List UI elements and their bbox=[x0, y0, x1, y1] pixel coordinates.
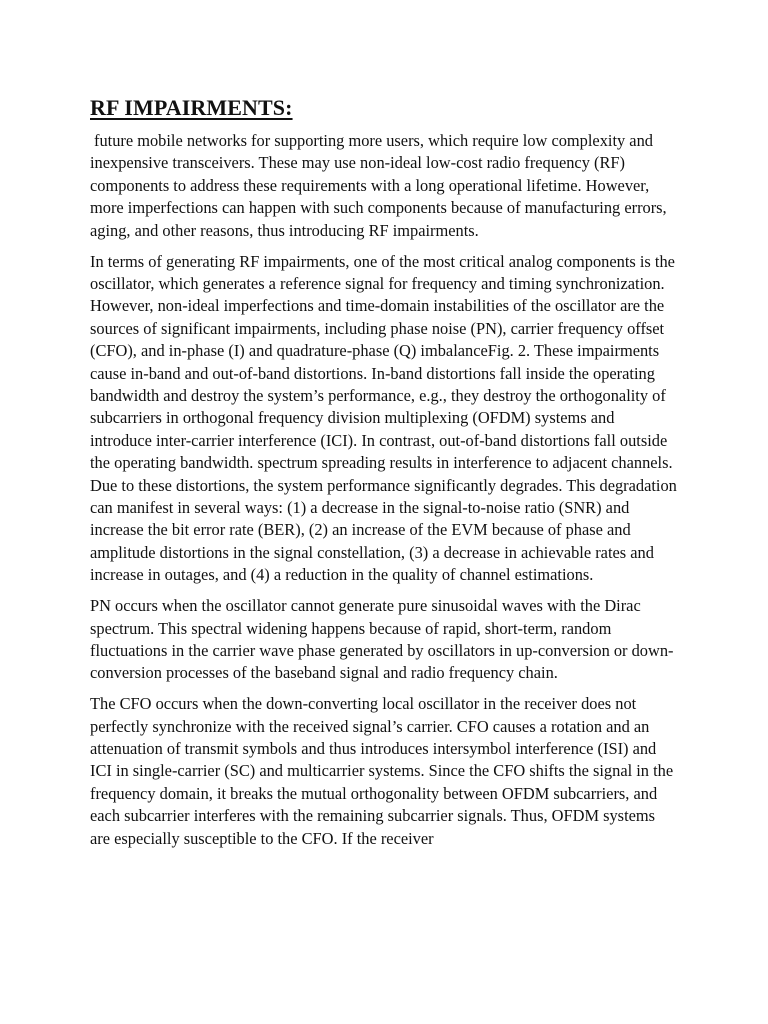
paragraph-cfo: The CFO occurs when the down-converting local oscillator in the receiver does not perfectly synchronize with the received signal’s carrier. CFO causes a rotation and an attenuation of transmit symbols and thus introduces intersymbol interference (ISI) and ICI in single-carrier (SC) and multicarrier systems. Since the CFO shifts the signal in the frequency domain, it breaks the mutual orthogonality between OFDM subcarriers, and each subcarrier interferes with the remaining subcarrier signals. Thus, OFDM systems are especially susceptible to the CFO. If the receiver bbox=[90, 694, 674, 848]
paragraph-intro: future mobile networks for supporting more users, which require low complexity and inexpensive transceivers. These may use non-ideal low-cost radio frequency (RF) components to address these requirements with a long operational lifetime. However, more imperfections can happen with such components because of manufacturing errors, aging, and other reasons, thus introducing RF impairments. bbox=[90, 131, 667, 240]
document-body bbox=[90, 94, 678, 859]
page-title: RF IMPAIRMENTS: bbox=[90, 95, 293, 120]
paragraph-phase-noise: PN occurs when the oscillator cannot generate pure sinusoidal waves with the Dirac spectrum. This spectral widening happens because of rapid, short-term, random fluctuations in the carrier wave phase generated by oscillators in up-conversion or down-conversion processes of the baseband signal and radio frequency chain. bbox=[90, 596, 674, 683]
paragraph-oscillator-impairments: In terms of generating RF impairments, one of the most critical analog components is the oscillator, which generates a reference signal for frequency and timing synchronization. However, non-ideal imperfections and time-domain instabilities of the oscillator are the sources of significant impairments, including phase noise (PN), carrier frequency offset (CFO), and in-phase (I) and quadrature-phase (Q) imbalanceFig. 2. These impairments cause in-band and out-of-band distortions. In-band distortions fall inside the operating bandwidth and destroy the system’s performance, e.g., they destroy the orthogonality of subcarriers in orthogonal frequency division multiplexing (OFDM) systems and introduce inter-carrier interference (ICI). In contrast, out-of-band distortions fall outside the operating bandwidth. spectrum spreading results in interference to adjacent channels. Due to these distortions, the system performance significantly degrades. This degradation can manifest in several ways: (1) a decrease in the signal-to-noise ratio (SNR) and increase the bit error rate (BER), (2) an increase of the EVM because of phase and amplitude distortions in the signal constellation, (3) a decrease in achievable rates and increase in outages, and (4) a reduction in the quality of channel estimations. bbox=[90, 251, 677, 585]
